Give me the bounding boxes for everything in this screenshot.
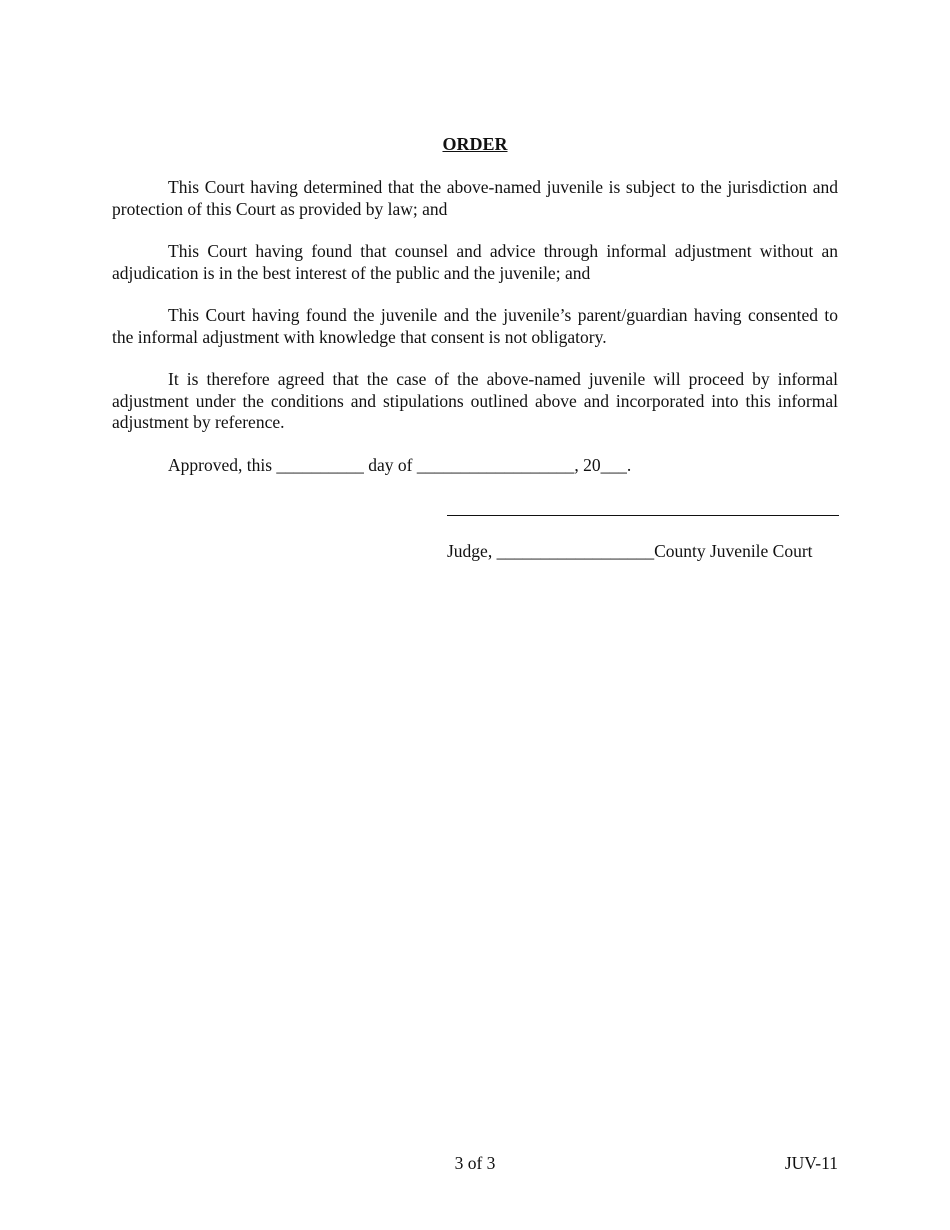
order-title: ORDER (442, 134, 508, 154)
page-number: 3 of 3 (454, 1153, 496, 1173)
approved-date-line: Approved, this __________ day of __________________, 20___. (168, 455, 632, 475)
paragraph-jurisdiction: This Court having determined that the above-named juvenile is subject to the jurisdiction and protection of this Court as provided by law; and (112, 177, 838, 219)
paragraph-consent: This Court having found the juvenile and the juvenile’s parent/guardian having consented to the informal adjustment with knowledge that consent is not obligatory. (112, 305, 838, 347)
order-body (112, 177, 838, 434)
judge-signature-line (447, 515, 839, 516)
paragraph-agreement: It is therefore agreed that the case of the above-named juvenile will proceed by informal adjustment under the conditions and stipulations outlined above and incorporated into this informal adjustment by reference. (112, 369, 838, 432)
paragraph-counsel: This Court having found that counsel and advice through informal adjustment without an adjudication is in the best interest of the public and the juvenile; and (112, 241, 838, 283)
judge-county-line: Judge, __________________County Juvenile Court (447, 541, 813, 561)
form-id: JUV-11 (784, 1153, 838, 1173)
